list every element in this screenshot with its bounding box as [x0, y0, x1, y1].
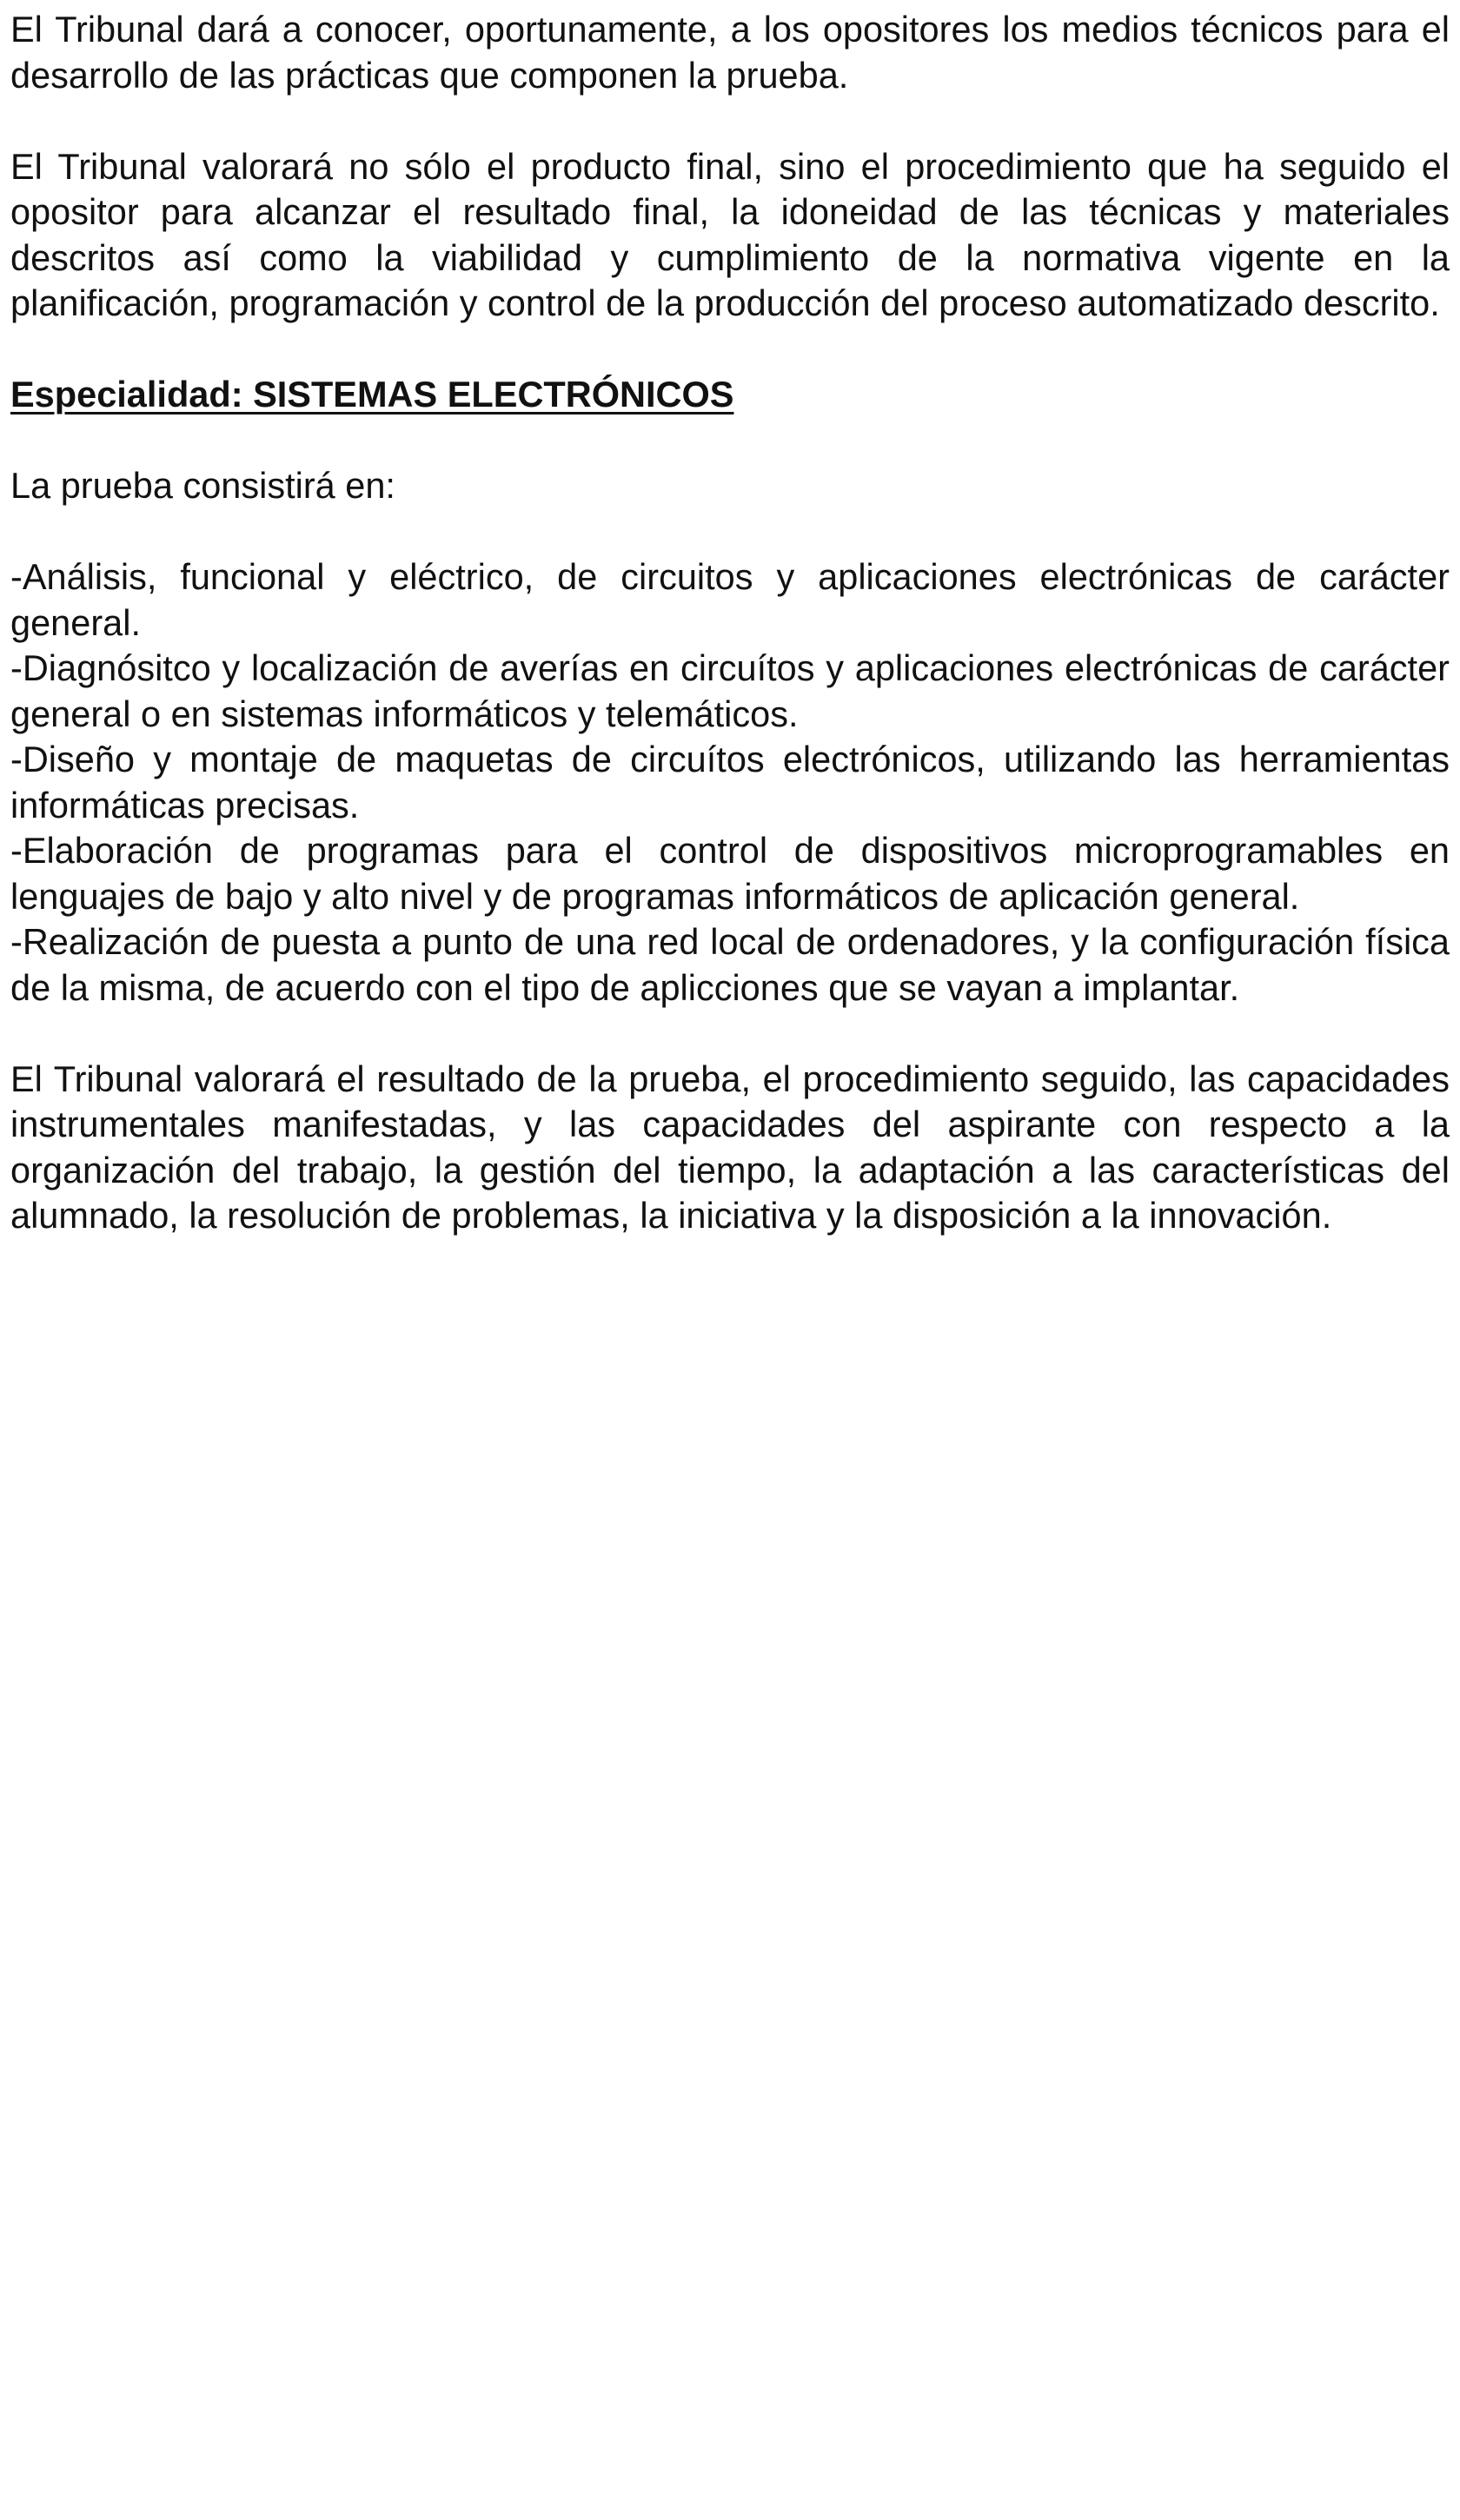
- paragraph-valuation-criteria: El Tribunal valorará no sólo el producto final, sino el procedimiento que ha seguido el opositor para alcanzar el resultado final, la idoneidad de las técnicas y materiales descritos así como la viabilidad y cumplimiento de la normativa vigente en la planificación, programación y control de la producción del proceso automatizado descrito.: [10, 145, 1450, 323]
- list-item: -Elaboración de programas para el control de dispositivos microprogramables en lenguajes de bajo y alto nivel y de programas informáticos de aplicación general.: [10, 830, 1450, 917]
- document-page: [10, 7, 1450, 1284]
- specialty-heading: Especialidad: SISTEMAS ELECTRÓNICOS: [10, 374, 734, 414]
- paragraph-final-valuation: El Tribunal valorará el resultado de la prueba, el procedimiento seguido, las capacidades instrumentales manifestadas, y las capacidades del aspirante con respecto a la organización del trabajo, la gestión del tiempo, la adaptación a las características del alumnado, la resolución de problemas, la iniciativa y la disposición a la innovación.: [10, 1058, 1450, 1236]
- list-item: -Diagnósitco y localización de averías en circuítos y aplicaciones electrónicas de carácter general o en sistemas informáticos y telemáticos.: [10, 647, 1450, 734]
- paragraph-technical-means: El Tribunal dará a conocer, oportunamente, a los opositores los medios técnicos para el desarrollo de las prácticas que componen la prueba.: [10, 9, 1450, 96]
- list-item: -Diseño y montaje de maquetas de circuítos electrónicos, utilizando las herramientas informáticas precisas.: [10, 739, 1450, 826]
- test-intro: La prueba consistirá en:: [10, 465, 395, 506]
- test-components-list: [10, 554, 1450, 1011]
- list-item: -Análisis, funcional y eléctrico, de circuitos y aplicaciones electrónicas de carácter general.: [10, 556, 1450, 643]
- list-item: -Realización de puesta a punto de una red local de ordenadores, y la configuración física de la misma, de acuerdo con el tipo de aplicciones que se vayan a implantar.: [10, 921, 1450, 1008]
